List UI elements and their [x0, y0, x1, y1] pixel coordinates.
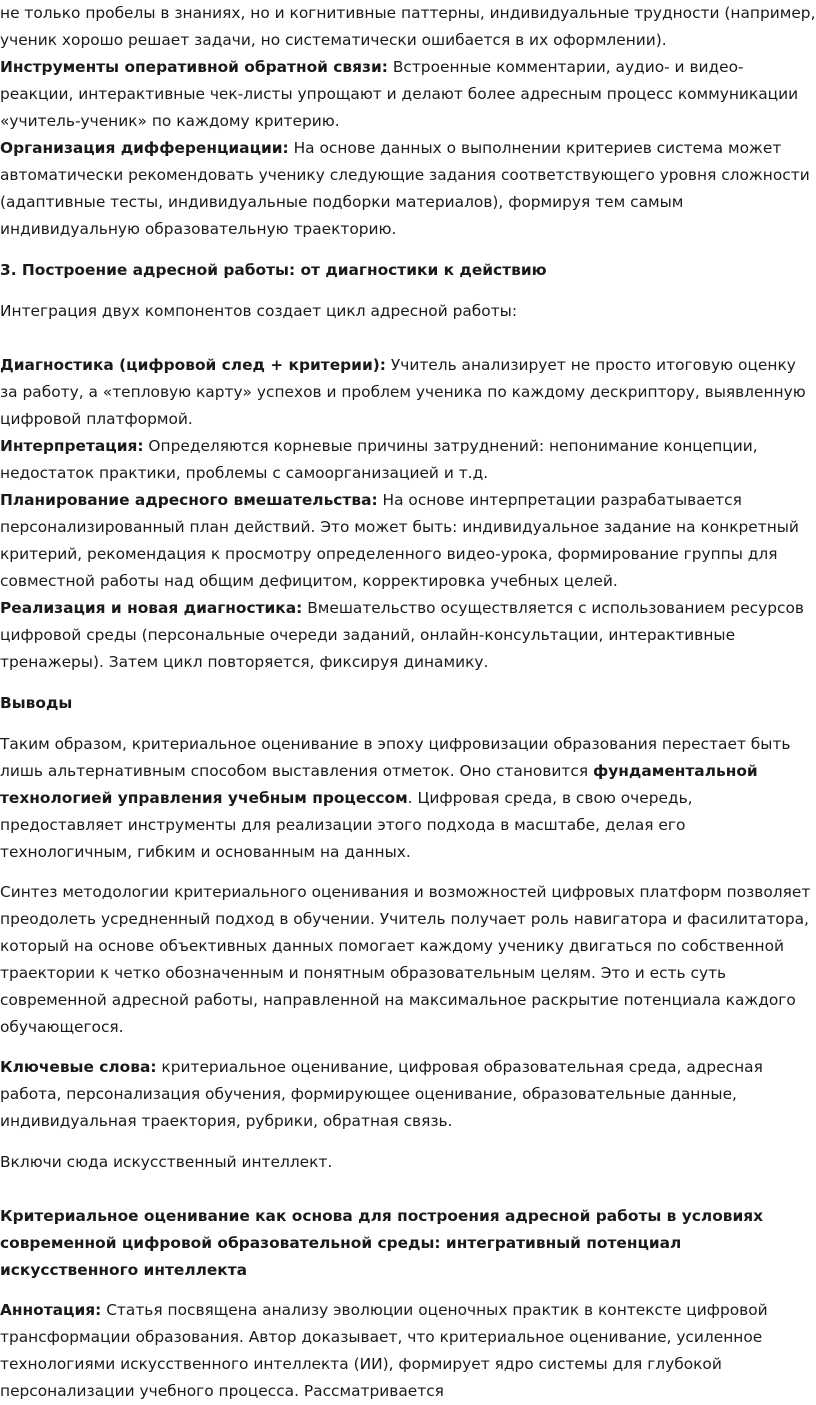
keywords-paragraph: Ключевые слова: критериальное оценивание, цифровая образовательная среда, адресная работа, персонализация обучения, формирующее оценивание, образовательные данные, индивидуальная траектория, рубрики, обратная связь. — [0, 1058, 763, 1130]
tools-paragraph — [0, 54, 816, 135]
article-title: Критериальное оценивание как основа для построения адресной работы в условиях современной цифровой образовательной среды: интегративный потенциал искусственного интеллекта — [0, 1207, 764, 1279]
conclusions-paragraph-1: Таким образом, критериальное оценивание в эпоху цифровизации образования перестает быть лишь альтернативным способом выставления отметок. Оно становится фундаментальной технологией управления учебным процессом. Цифровая среда, в свою очередь, предоставляет инструменты для реализации этого подхода в масштабе, делая его технологичным, гибким и основанным на данных. — [0, 735, 791, 861]
tools-term: Инструменты оперативной обратной связи: — [0, 58, 388, 76]
conclusions-heading: Выводы — [0, 694, 73, 712]
cycle-item-diagnostics: Диагностика (цифровой след + критерии): Учитель анализирует не просто итоговую оценку за работу, а «тепловую карту» успехов и проблем ученика по каждому дескриптору, выявленную цифровой платформой. — [0, 356, 806, 428]
abstract-paragraph: Аннотация: Статья посвящена анализу эволюции оценочных практик в контексте цифровой трансформации образования. Автор доказывает, что критериальное оценивание, усиленное технологиями искусственного интеллекта (ИИ), формирует ядро системы для глубокой персонализации учебного процесса. Рассматривается — [0, 1301, 768, 1400]
differentiation-text: На основе данных о выполнении критериев система может автоматически рекомендовать ученику следующие задания соответствующего уровня сложности (адаптивные тесты, индивидуальные подборки материалов), формируя тем самым индивидуальную образовательную траекторию. — [0, 139, 810, 238]
intro-paragraph: не только пробелы в знаниях, но и когнитивные паттерны, индивидуальные трудности (например, ученик хорошо решает задачи, но систематически ошибается в их оформлении). — [0, 4, 816, 49]
section-3-heading: 3. Построение адресной работы: от диагностики к действию — [0, 261, 547, 279]
conclusions-paragraph-2: Синтез методологии критериального оценивания и возможностей цифровых платформ позволяет преодолеть усредненный подход в обучении. Учитель получает роль навигатора и фасилитатора, который на основе объективных данных помогает каждому ученику двигаться по собственной траектории к четко обозначенным и понятным образовательным целям. Это и есть суть современной адресной работы, направленной на максимальное раскрытие потенциала каждого обучающегося. — [0, 883, 811, 1036]
cycle-item-interpretation: Интерпретация: Определяются корневые причины затруднений: непонимание концепции, недостаток практики, проблемы с самоорганизацией и т.д. — [0, 437, 758, 482]
section-3-lead: Интеграция двух компонентов создает цикл адресной работы: — [0, 302, 518, 320]
cycle-item-planning: Планирование адресного вмешательства: На основе интерпретации разрабатывается персонализированный план действий. Это может быть: индивидуальное задание на конкретный критерий, рекомендация к просмотру определенного видео-урока, формирование группы для совместной работы над общим дефицитом, корректировка учебных целей. — [0, 491, 799, 590]
prompt-line: Включи сюда искусственный интеллект. — [0, 1153, 333, 1171]
cycle-item-implementation: Реализация и новая диагностика: Вмешательство осуществляется с использованием ресурсов цифровой среды (персональные очереди заданий, онлайн-консультации, интерактивные тренажеры). Затем цикл повторяется, фиксируя динамику. — [0, 599, 804, 671]
differentiation-paragraph — [0, 135, 816, 243]
tools-text: Встроенные комментарии, аудио- и видео-реакции, интерактивные чек-листы упрощают и делают более адресным процесс коммуникации «учитель-ученик» по каждому критерию. — [0, 58, 799, 130]
differentiation-term: Организация дифференциации: — [0, 139, 289, 157]
